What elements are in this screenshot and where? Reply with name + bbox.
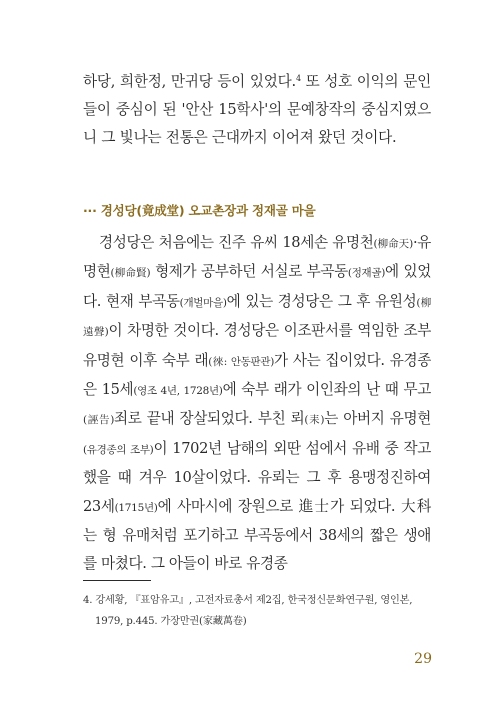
footnote-line-2: 1979, p.445. 가장만권(家藏萬卷) — [95, 616, 247, 627]
top-paragraph — [83, 68, 431, 152]
top-paragraph-text-2: 또 성호 이익의 문인들이 중심이 된 '안산 15학사'의 문예창작의 중심지였으니 그 빛나는 전통은 근대까지 이어져 왔던 것이다. — [83, 73, 431, 146]
body-paragraph — [83, 229, 431, 579]
page-number: 29 — [414, 651, 432, 667]
body-text: 경성당은 처음에는 진주 유씨 18세손 유명천 — [99, 234, 374, 251]
body-annotation: (1715년) — [114, 501, 158, 514]
body-annotation: (개벌마을) — [179, 296, 227, 309]
body-text: 에 사마시에 장원으로 進士가 되었다. 大科는 형 유매처럼 포기하고 부곡동에서 38세의 짧은 생애를 마쳤다. 그 아들이 바로 유경종 — [83, 497, 431, 573]
body-annotation: (耒) — [304, 414, 325, 427]
footnote — [83, 590, 431, 632]
body-text: 에 숙부 래가 이인좌의 난 때 무고 — [222, 381, 431, 399]
body-text: 이 차명한 것이다. 경성당은 이조판서를 역임한 조부 유명현 이후 숙부 래 — [83, 322, 431, 369]
body-annotation: (정재골) — [347, 267, 386, 280]
body-text: 에 있는 경성당은 그 후 유원성 — [226, 292, 417, 310]
body-annotation: (徠: 안동판관) — [208, 355, 274, 368]
body-annotation: (영조 4년, 1728년) — [133, 385, 223, 398]
body-annotation: (柳命天) — [373, 238, 413, 250]
body-text: 이 1702년 남해의 외딴 섬에서 유배 중 작고했을 때 겨우 10살이었다. 유뢰는 그 후 용맹정진하여 23세 — [83, 439, 431, 515]
body-text: 죄로 끝내 장살되었다. 부친 뢰 — [113, 410, 305, 428]
body-annotation: (유경종의 조부) — [83, 443, 154, 456]
footnote-divider — [83, 580, 151, 581]
body-text: 가 사는 집이었다. 유경종은 15세 — [83, 351, 431, 399]
footnote-reference[interactable]: 4 — [295, 74, 301, 83]
body-annotation: (誣告) — [83, 414, 114, 427]
footnote-line-1: 4. 강세황, 『표암유고』, 고전자료총서 제2집, 한국정신문화연구원, 영인본, — [83, 595, 413, 606]
body-text: ·유명현 — [83, 234, 431, 281]
body-annotation: (柳遠聲) — [83, 296, 431, 339]
body-text: 형제가 공부하던 서실로 부곡동 — [150, 263, 348, 281]
top-paragraph-text-1: 하당, 희한정, 만귀당 등이 있었다. — [83, 73, 296, 90]
body-text: 에 있었다. 현재 부곡동 — [83, 263, 431, 310]
section-heading: ··· 경성당(竟成堂) 오교촌장과 정재골 마을 — [83, 203, 316, 218]
body-annotation: (柳命賢) — [110, 267, 151, 280]
body-text: 는 아버지 유명현 — [324, 410, 431, 428]
